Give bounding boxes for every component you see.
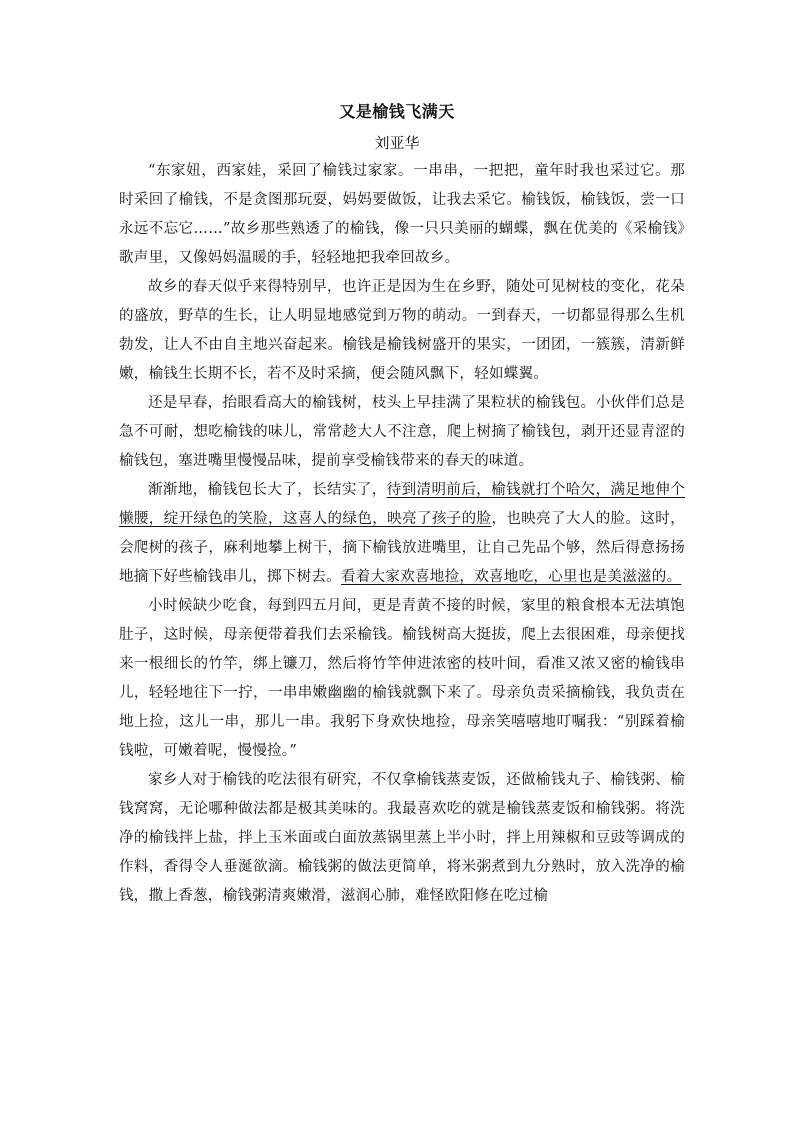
underlined-sentence-1: 待到清明前后，榆钱就打个哈欠，满足地伸个懒腰，绽开绿色的笑脸，这喜人的绿色，映亮了孩子的脸: [119, 482, 685, 527]
article-body: [119, 157, 685, 911]
article-author: 刘亚华: [374, 134, 420, 152]
paragraph-5: 小时候缺少吃食，每到四五月间，更是青黄不接的时候，家里的粮食根本无法填饱肚子，这时候，母亲便带着我们去采榆钱。榆钱树高大挺拔，爬上去很困难，母亲便找来一根细长的竹竿，绑上镰刀，然后将竹竿伸进浓密的枝叶间，看准又浓又密的榆钱串儿，轻轻地往下一拧，一串串嫩幽幽的榆钱就飘下来了。母亲负责采摘榆钱，我负责在地上捡，这儿一串，那儿一串。我躬下身欢快地捡，母亲笑嘻嘻地叮嘱我：“别踩着榆钱啦，可嫩着呢，慢慢捡。”: [119, 598, 685, 759]
article-title: 又是榆钱飞满天: [339, 102, 455, 121]
paragraph-6: 家乡人对于榆钱的吃法很有研究，不仅拿榆钱蒸麦饭，还做榆钱丸子、榆钱粥、榆钱窝窝，无论哪种做法都是极其美味的。我最喜欢吃的就是榆钱蒸麦饭和榆钱粥。将洗净的榆钱拌上盐，拌上玉米面或白面放蒸锅里蒸上半小时，拌上用辣椒和豆豉等调成的作料，香得令人垂涎欲滴。榆钱粥的做法更简单，将米粥煮到九分熟时，放入洗净的榆钱，撒上香葱，榆钱粥清爽嫩滑，滋润心肺，难怪欧阳修在吃过榆: [119, 772, 685, 904]
paragraph-4-text-a: 渐渐地，榆钱包长大了，长结实了，: [148, 482, 387, 498]
paragraph-3: 还是早春，抬眼看高大的榆钱树，枝头上早挂满了果粒状的榆钱包。小伙伴们总是急不可耐，想吃榆钱的味儿，常常趁大人不注意，爬上树摘了榆钱包，剥开还显青涩的榆钱包，塞进嘴里慢慢品味，提前享受榆钱带来的春天的味道。: [119, 395, 685, 469]
paragraph-4: [119, 476, 685, 592]
paragraph-2: 故乡的春天似乎来得特别早，也许正是因为生在乡野，随处可见树枝的变化，花朵的盛放，野草的生长，让人明显地感觉到万物的萌动。一到春天，一切都显得那么生机勃发，让人不由自主地兴奋起来。榆钱是榆钱树盛开的果实，一团团，一簇簇，清新鲜嫩，榆钱生长期不长，若不及时采摘，便会随风飘下，轻如蝶翼。: [119, 279, 685, 382]
underlined-sentence-2: 看着大家欢喜地捡，欢喜地吃，心里也是美滋滋的。: [341, 569, 682, 585]
paragraph-4-text-b: ，也映亮了大人的脸。这时，会爬树的孩子，麻利地攀上树干，摘下榆钱放进嘴里，让自己先品个够，然后得意扬扬地摘下好些榆钱串儿，掷下树去。: [119, 511, 686, 585]
paragraph-1: “东家妞，西家娃，采回了榆钱过家家。一串串，一把把，童年时我也采过它。那时采回了榆钱，不是贪图那玩耍，妈妈要做饭，让我去采它。榆钱饭，榆钱饭，尝一口永远不忘它……”故乡那些熟透了的榆钱，像一只只美丽的蝴蝶，飘在优美的《采榆钱》歌声里，又像妈妈温暖的手，轻轻地把我牵回故乡。: [119, 163, 685, 266]
